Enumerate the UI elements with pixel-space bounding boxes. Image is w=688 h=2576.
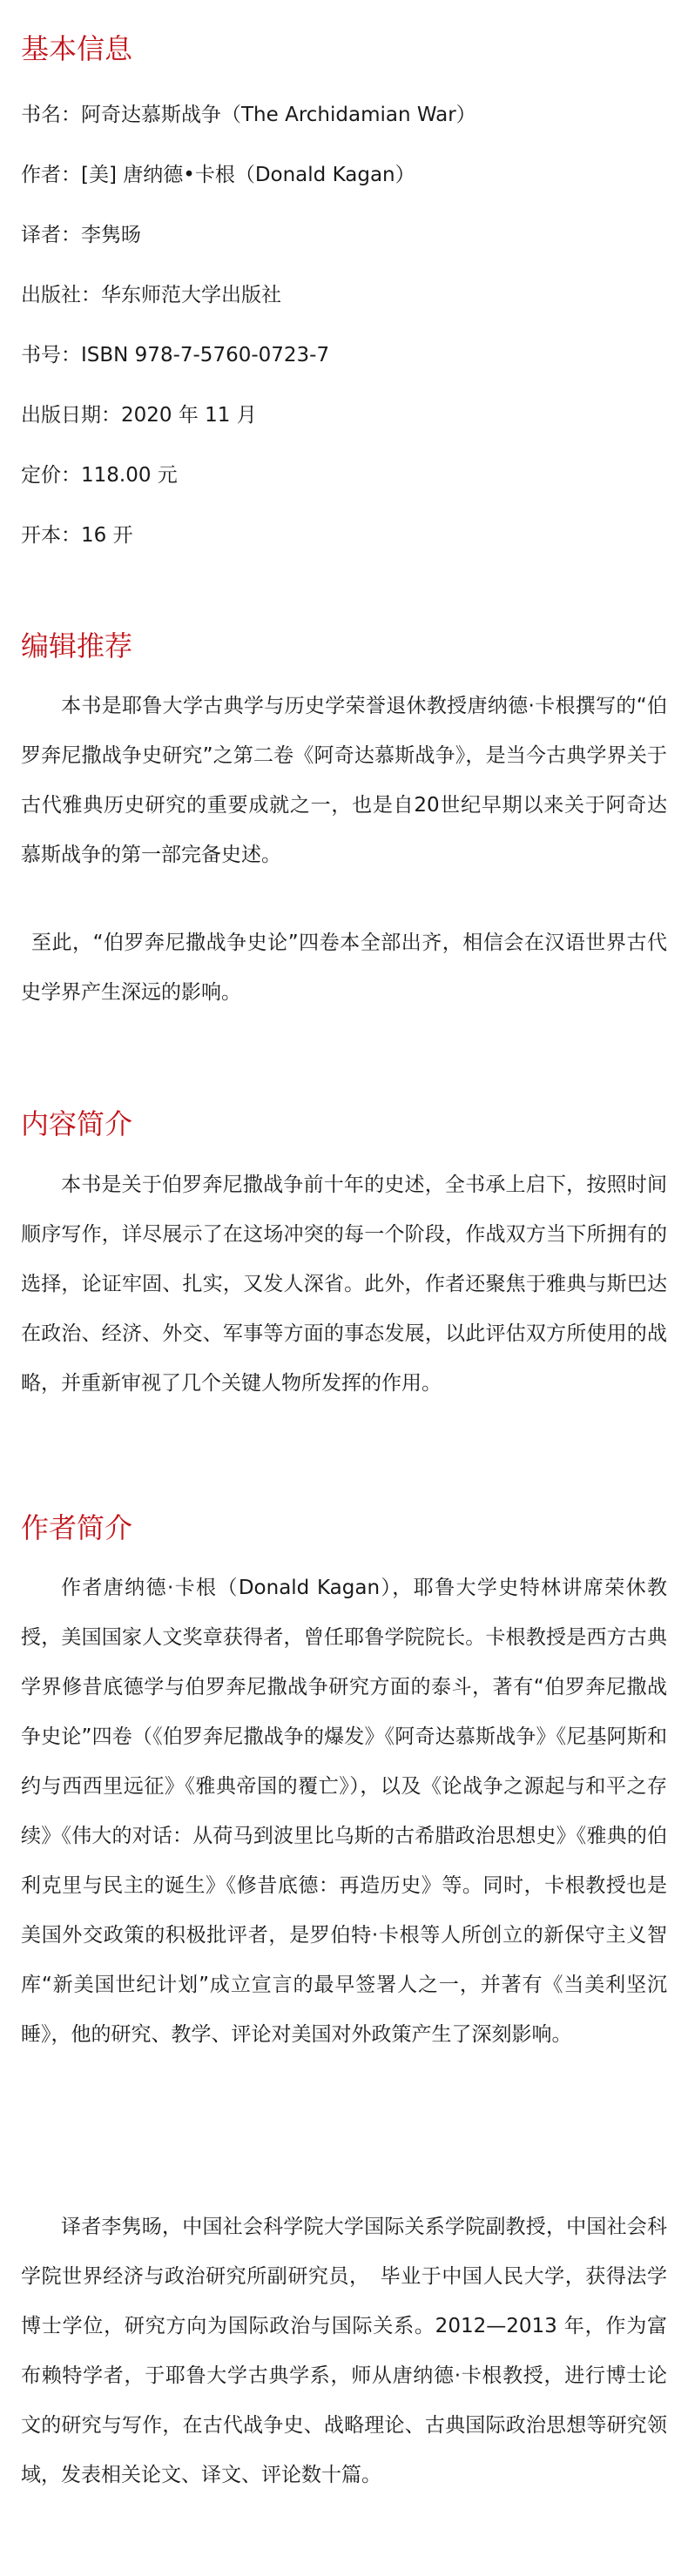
translator-line: 译者：李隽旸 — [21, 224, 141, 246]
author-bio-heading: 作者简介 — [21, 1511, 133, 1544]
format-line: 开本：16 开 — [21, 524, 133, 547]
translator-bio-paragraph: 译者李隽旸，中国社会科学院大学国际关系学院副教授，中国社会科学院世界经济与政治研究所副研究员， 毕业于中国人民大学，获得法学博士学位，研究方向为国际政治与国际关系。2012—2013 年，作为富布赖特学者，于耶鲁大学古典学系，师从唐纳德·卡根教授，进行博士论文的研究与写作，在古代战争史、战略理论、古典国际政治思想等研究领域，发表相关论文、译文、评论数十篇。 — [21, 2216, 667, 2486]
editor-recommendation-paragraph-1: 本书是耶鲁大学古典学与历史学荣誉退休教授唐纳德·卡根撰写的“伯罗奔尼撒战争史研究”之第二卷《阿奇达慕斯战争》，是当今古典学界关于古代雅典历史研究的重要成就之一，也是自20世纪早期以来关于阿奇达慕斯战争的第一部完备史述。 — [21, 695, 667, 866]
publisher-line: 出版社：华东师范大学出版社 — [21, 284, 281, 306]
content-summary-heading: 内容简介 — [21, 1107, 133, 1140]
author-line: 作者：[美] 唐纳德•卡根（Donald Kagan） — [21, 164, 415, 186]
basic-info-heading: 基本信息 — [21, 32, 133, 65]
book-title-line: 书名：阿奇达慕斯战争（The Archidamian War） — [21, 104, 476, 126]
author-bio-paragraph: 作者唐纳德·卡根（Donald Kagan），耶鲁大学史特林讲席荣休教授，美国国家人文奖章获得者，曾任耶鲁学院院长。卡根教授是西方古典学界修昔底德学与伯罗奔尼撒战争研究方面的泰斗，著有“伯罗奔尼撒战争史论”四卷（《伯罗奔尼撒战争的爆发》《阿奇达慕斯战争》《尼基阿斯和约与西西里远征》《雅典帝国的覆亡》），以及《论战争之源起与和平之存续》《伟大的对话：从荷马到波里比乌斯的古希腊政治思想史》《雅典的伯利克里与民主的诞生》《修昔底德：再造历史》等。同时，卡根教授也是美国外交政策的积极批评者，是罗伯特·卡根等人所创立的新保守主义智库“新美国世纪计划”成立宣言的最早签署人之一，并著有《当美利坚沉睡》，他的研究、教学、评论对美国对外政策产生了深刻影响。 — [21, 1577, 667, 2046]
isbn-line: 书号：ISBN 978-7-5760-0723-7 — [21, 344, 330, 367]
price-line: 定价：118.00 元 — [21, 464, 178, 487]
editor-recommendation-paragraph-2: 至此，“伯罗奔尼撒战争史论”四卷本全部出齐，相信会在汉语世界古代史学界产生深远的影响。 — [21, 932, 667, 1004]
content-summary-paragraph: 本书是关于伯罗奔尼撒战争前十年的史述，全书承上启下，按照时间顺序写作，详尽展示了在这场冲突的每一个阶段，作战双方当下所拥有的选择，论证牢固、扎实，又发人深省。此外，作者还聚焦于雅典与斯巴达在政治、经济、外交、军事等方面的事态发展，以此评估双方所使用的战略，并重新审视了几个关键人物所发挥的作用。 — [21, 1174, 667, 1395]
pub-date-line: 出版日期：2020 年 11 月 — [21, 404, 257, 427]
editor-recommendation-heading: 编辑推荐 — [21, 629, 133, 662]
